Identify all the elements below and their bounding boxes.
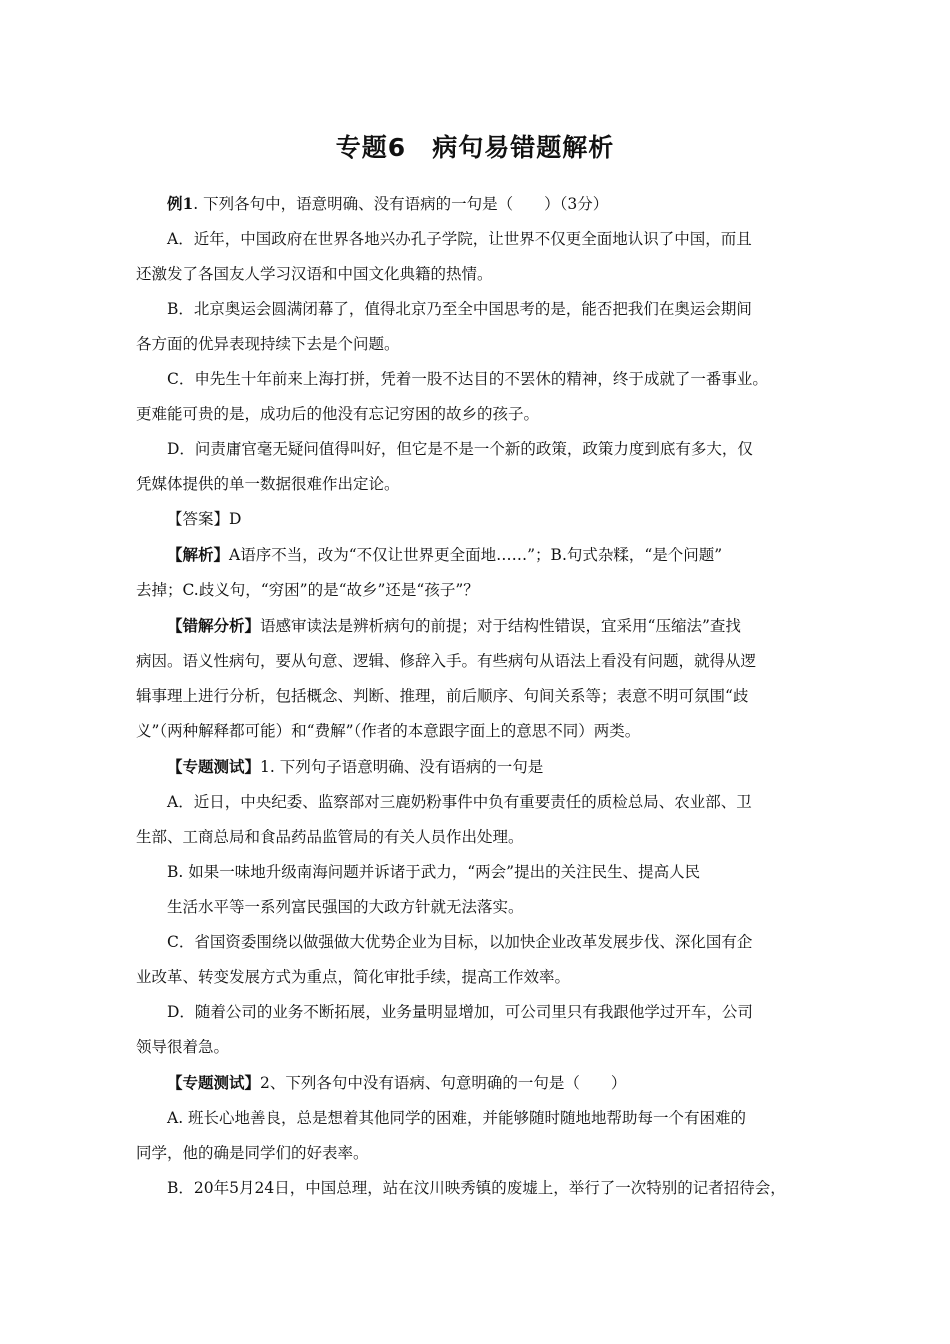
error-analysis-text1: 语感审读法是辨析病句的前提；对于结构性错误，宜采用“压缩法”查找 <box>260 617 741 635</box>
example-question <box>136 186 816 222</box>
answer: 【答案】D <box>167 510 242 528</box>
option-b-line2: 各方面的优异表现持续下去是个问题。 <box>136 335 400 353</box>
option-c-line2: 更难能可贵的是，成功后的他没有忘记穷困的故乡的孩子。 <box>136 405 540 423</box>
option-c-line1: C．申先生十年前来上海打拼，凭着一股不达目的不罢休的精神，终于成就了一番事业。 <box>167 370 768 388</box>
document-body <box>136 186 816 1206</box>
test1-option-b-line1: B. 如果一味地升级南海问题并诉诸于武力，“两会”提出的关注民生、提高人民 <box>167 863 701 881</box>
option-a-line2: 还激发了各国友人学习汉语和中国文化典籍的热情。 <box>136 265 493 283</box>
test1-question <box>136 749 816 785</box>
test1-option-d-line1: D．随着公司的业务不断拓展，业务量明显增加，可公司里只有我跟他学过开车，公司 <box>167 1003 753 1021</box>
option-d-line1: D．问责庸官毫无疑问值得叫好，但它是不是一个新的政策，政策力度到底有多大，仅 <box>167 440 753 458</box>
example-label: 例1 <box>167 194 194 213</box>
option-d-line2: 凭媒体提供的单一数据很难作出定论。 <box>136 475 400 493</box>
example-question-text: . 下列各句中，语意明确、没有语病的一句是（ ）（3分） <box>193 195 609 213</box>
analysis-text1: A语序不当，改为“不仅让世界更全面地……”；B.句式杂糅，“是个问题” <box>229 546 723 564</box>
page-title: 专题6 病句易错题解析 <box>335 133 615 162</box>
test1-option-c-line1: C．省国资委围绕以做强做大优势企业为目标，以加快企业改革发展步伐、深化国有企 <box>167 933 753 951</box>
error-analysis-line3: 辑事理上进行分析，包括概念、判断、推理，前后顺序、句间关系等；表意不明可氛围“歧 <box>136 687 749 705</box>
analysis-line1 <box>136 537 816 573</box>
test1-option-a-line1: A．近日，中央纪委、监察部对三鹿奶粉事件中负有重要责任的质检总局、农业部、卫 <box>167 793 752 811</box>
test2-label: 【专题测试】 <box>167 1073 261 1092</box>
option-a-line1: A．近年，中国政府在世界各地兴办孔子学院，让世界不仅更全面地认识了中国，而且 <box>167 230 752 248</box>
test1-question-text: 1. 下列句子语意明确、没有语病的一句是 <box>260 758 544 776</box>
error-analysis-label: 【错解分析】 <box>167 616 261 635</box>
test2-option-a-line1: A. 班长心地善良，总是想着其他同学的困难，并能够随时随地地帮助每一个有困难的 <box>167 1109 747 1127</box>
test1-option-d-line2: 领导很着急。 <box>136 1038 230 1056</box>
test2-question <box>136 1065 816 1101</box>
test1-label: 【专题测试】 <box>167 757 261 776</box>
option-b-line1: B．北京奥运会圆满闭幕了，值得北京乃至全中国思考的是，能否把我们在奥运会期间 <box>167 300 752 318</box>
test2-question-text: 2、下列各句中没有语病、句意明确的一句是（ ） <box>260 1074 627 1092</box>
analysis-line2: 去掉；C.歧义句，“穷困”的是“故乡”还是“孩子”？ <box>136 581 479 599</box>
test1-option-b-line2: 生活水平等一系列富民强国的大政方针就无法落实。 <box>167 898 524 916</box>
error-analysis-line4: 义”（两种解释都可能）和“费解”（作者的本意跟字面上的意思不同）两类。 <box>136 722 641 740</box>
test2-option-b-line1: B．20年5月24日，中国总理，站在汶川映秀镇的废墟上，举行了一次特别的记者招待会， <box>167 1179 786 1197</box>
test1-option-a-line2: 生部、工商总局和食品药品监管局的有关人员作出处理。 <box>136 828 524 846</box>
analysis-label: 【解析】 <box>167 545 230 564</box>
error-analysis-line2: 病因。语义性病句，要从句意、逻辑、修辞入手。有些病句从语法上看没有问题，就得从逻 <box>136 652 757 670</box>
test2-option-a-line2: 同学，他的确是同学们的好表率。 <box>136 1144 369 1162</box>
test1-option-c-line2: 业改革、转变发展方式为重点，简化审批手续，提高工作效率。 <box>136 968 571 986</box>
error-analysis-line1 <box>136 608 816 644</box>
